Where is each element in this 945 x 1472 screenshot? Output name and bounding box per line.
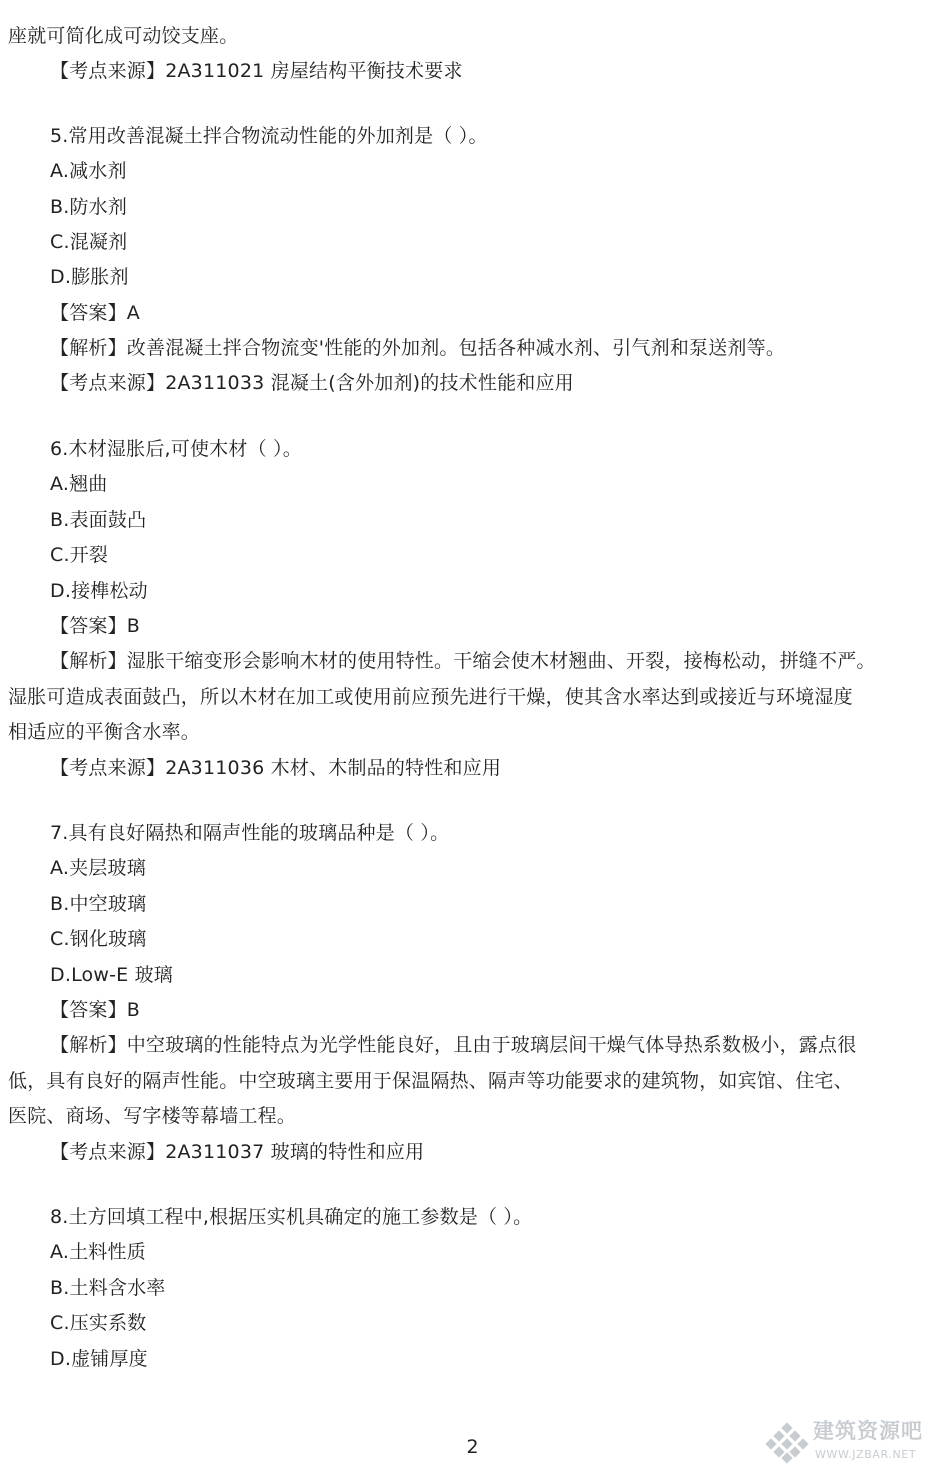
q7-analysis-line-2: 低，具有良好的隔声性能。中空玻璃主要用于保温隔热、隔声等功能要求的建筑物，如宾馆、住宅、 xyxy=(8,1070,853,1092)
q6-analysis-line-3: 相适应的平衡含水率。 xyxy=(8,721,201,743)
q7-analysis-line-3: 医院、商场、写字楼等幕墙工程。 xyxy=(8,1105,297,1127)
diamond-logo-icon xyxy=(765,1420,809,1464)
q7-analysis-line-1: 【解析】中空玻璃的性能特点为光学性能良好，且由于玻璃层间干燥气体导热系数极小，露点很 xyxy=(50,1034,857,1056)
q7-option-a: A.夹层玻璃 xyxy=(50,857,146,879)
q8-option-b: B.土料含水率 xyxy=(50,1277,166,1299)
q4-text-tail: 座就可简化成可动饺支座。 xyxy=(8,25,239,47)
q6-analysis-line-1: 【解析】湿胀干缩变形会影响木材的使用特性。干缩会使木材翘曲、开裂，接梅松动，拼缝不严。 xyxy=(50,650,876,672)
q6-option-c: C.开裂 xyxy=(50,544,109,566)
q7-question: 7.具有良好隔热和隔声性能的玻璃品种是（ ）。 xyxy=(50,822,450,844)
q8-option-c: C.压实系数 xyxy=(50,1312,147,1334)
q7-option-b: B.中空玻璃 xyxy=(50,893,147,915)
q6-option-a: A.翘曲 xyxy=(50,473,108,495)
q5-option-d: D.膨胀剂 xyxy=(50,266,129,288)
q5-option-b: B.防水剂 xyxy=(50,196,128,218)
q5-option-c: C.混凝剂 xyxy=(50,231,128,253)
watermark-url: WWW.JZBAR.NET xyxy=(815,1448,917,1461)
q6-option-d: D.接榫松动 xyxy=(50,580,148,602)
q7-source: 【考点来源】2A311037 玻璃的特性和应用 xyxy=(50,1141,425,1163)
q8-option-d: D.虚铺厚度 xyxy=(50,1348,148,1370)
q7-option-d: D.Low-E 玻璃 xyxy=(50,964,173,986)
page-number: 2 xyxy=(466,1436,479,1458)
q5-question: 5.常用改善混凝土拌合物流动性能的外加剂是（ ）。 xyxy=(50,125,488,147)
watermark-title: 建筑资源吧 xyxy=(813,1419,923,1443)
q8-option-a: A.土料性质 xyxy=(50,1241,146,1263)
watermark xyxy=(765,1416,940,1468)
q8-question: 8.土方回填工程中,根据压实机具确定的施工参数是（ ）。 xyxy=(50,1206,533,1228)
q7-option-c: C.钢化玻璃 xyxy=(50,928,147,950)
q4-source: 【考点来源】2A311021 房屋结构平衡技术要求 xyxy=(50,60,463,82)
q6-answer: 【答案】B xyxy=(50,615,141,637)
q6-source: 【考点来源】2A311036 木材、木制品的特性和应用 xyxy=(50,757,502,779)
q5-option-a: A.减水剂 xyxy=(50,160,127,182)
q5-analysis: 【解析】改善混凝土拌合物流变'性能的外加剂。包括各种减水剂、引气剂和泵送剂等。 xyxy=(50,337,786,359)
q6-option-b: B.表面鼓凸 xyxy=(50,509,147,531)
q7-answer: 【答案】B xyxy=(50,999,141,1021)
q6-question: 6.木材湿胀后,可使木材（ ）。 xyxy=(50,438,302,460)
q5-source: 【考点来源】2A311033 混凝土(含外加剂)的技术性能和应用 xyxy=(50,372,574,394)
q6-analysis-line-2: 湿胀可造成表面鼓凸，所以木材在加工或使用前应预先进行干燥，使其含水率达到或接近与环境湿度 xyxy=(8,686,853,708)
q5-answer: 【答案】A xyxy=(50,302,140,324)
